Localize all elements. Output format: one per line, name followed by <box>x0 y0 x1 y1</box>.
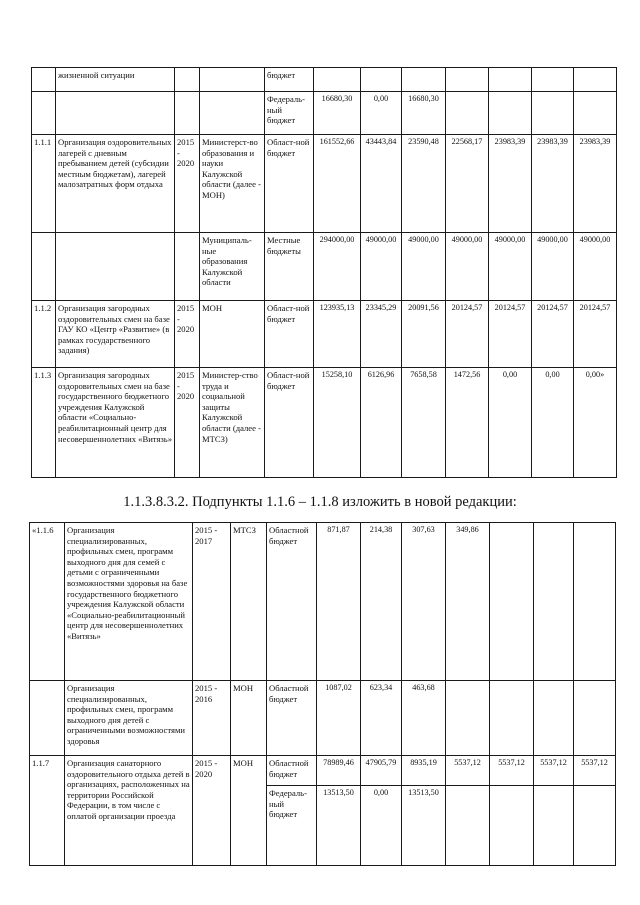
row-value: 5537,12 <box>574 756 616 786</box>
row-code: 1.1.3 <box>32 368 56 478</box>
row-value: 214,38 <box>361 523 402 681</box>
table-row <box>32 301 617 368</box>
row-value: 0,00 <box>489 368 532 478</box>
row-value: 463,68 <box>402 681 446 756</box>
row-executor <box>200 68 265 92</box>
row-source: Федераль-ный бюджет <box>265 92 314 135</box>
row-code: 1.1.7 <box>30 756 65 866</box>
row-value: 23345,29 <box>361 301 402 368</box>
row-value: 49000,00 <box>574 233 617 301</box>
table-row <box>32 135 617 233</box>
row-years: 2015 - 2016 <box>193 681 231 756</box>
row-years: 2015 - 2020 <box>175 135 200 233</box>
row-source: Областной бюджет <box>267 756 317 786</box>
row-source: Федераль-ный бюджет <box>267 786 317 866</box>
row-value: 1472,56 <box>446 368 489 478</box>
row-value <box>534 523 574 681</box>
row-executor <box>200 92 265 135</box>
row-value: 16680,30 <box>402 92 446 135</box>
table-row <box>32 92 617 135</box>
row-value <box>534 786 574 866</box>
row-value <box>490 786 534 866</box>
row-value: 16680,30 <box>314 92 361 135</box>
row-value: 307,63 <box>402 523 446 681</box>
row-name: жизненной ситуации <box>56 68 175 92</box>
table-row <box>32 68 617 92</box>
row-value: 5537,12 <box>446 756 490 786</box>
row-code <box>32 233 56 301</box>
row-name: Организация загородных оздоровительных смен на базе ГАУ КО «Центр «Развитие» (в рамках государственного задания) <box>56 301 175 368</box>
section-heading: 1.1.3.8.3.2. Подпункты 1.1.6 – 1.1.8 изложить в новой редакции: <box>123 494 517 510</box>
row-years <box>175 233 200 301</box>
row-value: 871,87 <box>317 523 361 681</box>
row-source: Областной бюджет <box>267 523 317 681</box>
row-value: 13513,50 <box>402 786 446 866</box>
row-value: 161552,66 <box>314 135 361 233</box>
row-value <box>574 523 616 681</box>
row-value: 23983,39 <box>489 135 532 233</box>
row-executor: МОН <box>231 756 267 866</box>
row-years: 2015 - 2020 <box>175 368 200 478</box>
row-value <box>574 681 616 756</box>
row-code: «1.1.6 <box>30 523 65 681</box>
row-value <box>446 68 489 92</box>
row-value: 20124,57 <box>532 301 574 368</box>
row-value: 0,00 <box>532 368 574 478</box>
row-years: 2015 - 2017 <box>193 523 231 681</box>
row-value: 20124,57 <box>489 301 532 368</box>
row-value <box>490 681 534 756</box>
row-source: бюджет <box>265 68 314 92</box>
row-executor: МОН <box>231 681 267 756</box>
row-source: Областной бюджет <box>267 681 317 756</box>
row-value <box>490 523 534 681</box>
row-source: Област-ной бюджет <box>265 135 314 233</box>
row-name: Организация санаторного оздоровительного отдыха детей в организациях, расположенных на территории Российской Федерации, в том числе с оплатой организации проезда <box>65 756 193 866</box>
row-value: 49000,00 <box>361 233 402 301</box>
row-value: 49000,00 <box>489 233 532 301</box>
row-value: 49000,00 <box>532 233 574 301</box>
row-value: 1087,02 <box>317 681 361 756</box>
table-row <box>30 523 616 681</box>
row-value: 6126,96 <box>361 368 402 478</box>
row-executor: МТСЗ <box>231 523 267 681</box>
row-value: 0,00» <box>574 368 617 478</box>
row-value: 23590,48 <box>402 135 446 233</box>
row-name <box>56 233 175 301</box>
row-value <box>489 92 532 135</box>
row-value <box>446 786 490 866</box>
row-name: Организация оздоровительных лагерей с дневным пребыванием детей (субсидии местным бюджетам), лагерей малозатратных форм отдыха <box>56 135 175 233</box>
row-source: Местные бюджеты <box>265 233 314 301</box>
program-table-top <box>31 67 617 478</box>
row-code <box>30 681 65 756</box>
row-value <box>534 681 574 756</box>
row-name: Организация загородных оздоровительных смен на базе государственного бюджетного учреждения Калужской области «Социально-реабилитационный центр для несовершеннолетних «Витязь» <box>56 368 175 478</box>
row-value: 5537,12 <box>534 756 574 786</box>
row-value: 22568,17 <box>446 135 489 233</box>
table-row <box>32 233 617 301</box>
row-name: Организация специализированных, профильных смен, программ выходного дня для семей с детьми с ограниченными возможностями здоровья на базе государственного бюджетного учреждения Калужской области «Социально-реабилитационный центр для несовершеннолетних «Витязь» <box>65 523 193 681</box>
row-value: 20091,56 <box>402 301 446 368</box>
row-value: 49000,00 <box>402 233 446 301</box>
row-value <box>446 92 489 135</box>
row-code <box>32 68 56 92</box>
row-source: Област-ной бюджет <box>265 368 314 478</box>
row-value: 20124,57 <box>574 301 617 368</box>
table-row <box>30 681 616 756</box>
row-value <box>574 786 616 866</box>
row-value <box>574 68 617 92</box>
row-years <box>175 92 200 135</box>
row-value: 20124,57 <box>446 301 489 368</box>
row-value <box>446 681 490 756</box>
row-value <box>574 92 617 135</box>
row-value <box>402 68 446 92</box>
table-row <box>32 368 617 478</box>
row-value: 7658,58 <box>402 368 446 478</box>
row-years: 2015 - 2020 <box>193 756 231 866</box>
row-value: 294000,00 <box>314 233 361 301</box>
program-table-bottom <box>29 522 616 866</box>
row-name <box>56 92 175 135</box>
row-value: 349,86 <box>446 523 490 681</box>
row-years: 2015 - 2020 <box>175 301 200 368</box>
row-executor: Министер-ство труда и социальной защиты Калужской области (далее - МТСЗ) <box>200 368 265 478</box>
row-value: 78989,46 <box>317 756 361 786</box>
row-value <box>532 68 574 92</box>
row-value: 8935,19 <box>402 756 446 786</box>
row-value: 43443,84 <box>361 135 402 233</box>
row-value: 623,34 <box>361 681 402 756</box>
row-value: 13513,50 <box>317 786 361 866</box>
row-executor: МОН <box>200 301 265 368</box>
row-value: 15258,10 <box>314 368 361 478</box>
row-value: 123935,13 <box>314 301 361 368</box>
row-code: 1.1.1 <box>32 135 56 233</box>
row-value <box>361 68 402 92</box>
row-value: 0,00 <box>361 786 402 866</box>
row-value <box>489 68 532 92</box>
row-value: 23983,39 <box>532 135 574 233</box>
row-value: 49000,00 <box>446 233 489 301</box>
row-executor: Муниципаль-ные образования Калужской области <box>200 233 265 301</box>
row-value: 0,00 <box>361 92 402 135</box>
row-value <box>532 92 574 135</box>
row-value: 47905,79 <box>361 756 402 786</box>
row-value <box>314 68 361 92</box>
row-code <box>32 92 56 135</box>
row-name: Организация специализированных, профильных смен, программ выходного дня детей с ограниченными возможностями здоровья <box>65 681 193 756</box>
row-executor: Министерст-во образования и науки Калужской области (далее - МОН) <box>200 135 265 233</box>
row-years <box>175 68 200 92</box>
row-source: Област-ной бюджет <box>265 301 314 368</box>
row-value: 23983,39 <box>574 135 617 233</box>
row-code: 1.1.2 <box>32 301 56 368</box>
table-row <box>30 756 616 786</box>
row-value: 5537,12 <box>490 756 534 786</box>
